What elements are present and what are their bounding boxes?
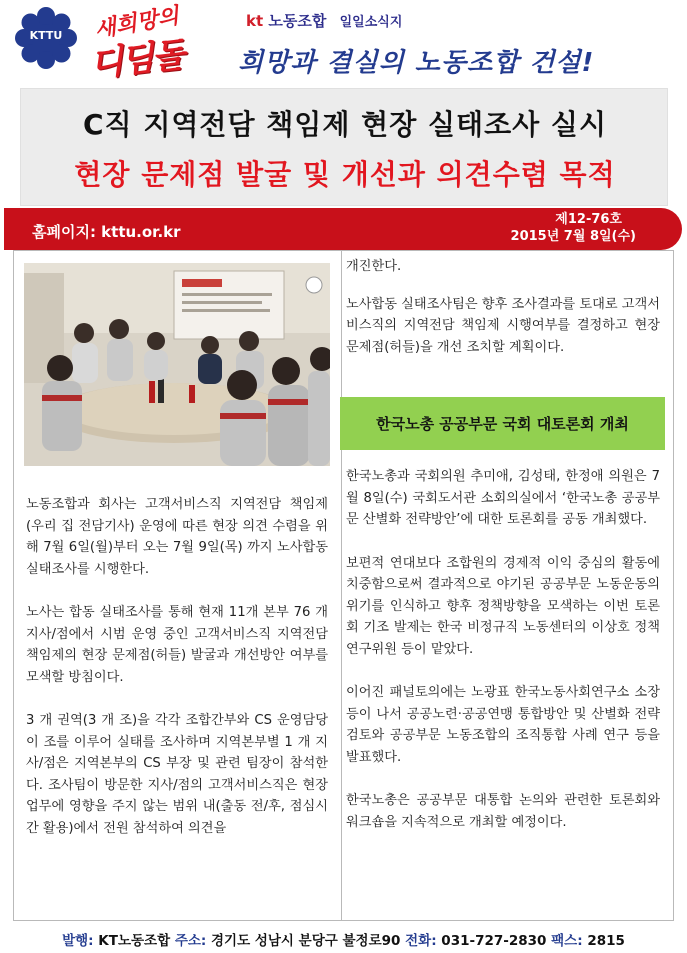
right-paragraph-2: 노사합동 실태조사팀은 향후 조사결과를 토대로 고객서비스직의 지역전담 책임제 시행여부를 결정하고 현장 문제점(허들)을 개선 조치할 계획이다.	[346, 296, 660, 355]
left-paragraph-1: 노동조합과 회사는 고객서비스직 지역전담 책임제(우리 집 전담기사) 운영에 따른 현장 의견 수렴을 위해 7월 6일(월)부터 오는 7월 9일(목) 까지 노사합동 실태조사를 시행한다.	[26, 497, 328, 577]
phone: 031-727-2830	[441, 933, 547, 949]
slogan-line1: 새희망의	[92, 2, 181, 44]
address-key: 주소:	[174, 933, 207, 949]
meeting-photo	[24, 263, 330, 466]
slogan-logo	[86, 2, 236, 85]
issue-info	[511, 211, 636, 245]
phone-key: 전화:	[405, 933, 437, 949]
issue-date: 2015년 7월 8일(수)	[510, 229, 636, 244]
fax-key: 팩스:	[551, 933, 583, 949]
brand	[246, 10, 402, 31]
left-paragraph-3: 3 개 권역(3 개 조)을 각각 조합간부와 CS 운영담당이 조를 이루어 실태를 조사하며 지역본부별 1 개 지사/점은 지역본부의 CS 부장 및 관련 팀장이 참석한다. 조사팀이 방문한 지사/점의 고객서비스직은 현장업무에 영향을 주지 않는 범위 내(출동 전/후, 점심시간 활용)에서 전원 참석하여 의견을	[26, 713, 328, 836]
slogan-line2: 디딤돌	[88, 35, 185, 85]
right-article-bottom	[346, 466, 660, 855]
headline-box	[20, 88, 668, 206]
brand-union: 노동조합	[268, 12, 327, 30]
left-paragraph-2: 노사는 합동 실태조사를 통해 현재 11개 본부 76 개 지사/점에서 시범 운영 중인 고객서비스직 지역전담 책임제의 현장 문제점(허들) 발굴과 개선방안 여부를 모색할 방침이다.	[26, 605, 328, 685]
info-bar	[4, 208, 682, 250]
brand-kt: kt	[246, 12, 264, 30]
motto: 희망과 결실의 노동조합 건설!	[238, 48, 595, 78]
left-article	[26, 494, 328, 861]
right-paragraph-1: 개진한다.	[346, 259, 402, 274]
headline-title: C직 지역전담 책임제 현장 실태조사 실시	[82, 108, 608, 141]
brand-sub: 일일소식지	[339, 15, 403, 30]
publisher-key: 발행:	[62, 933, 94, 949]
address: 경기도 성남시 분당구 불정로90	[211, 933, 401, 949]
fax: 2815	[587, 933, 625, 949]
publisher: KT노동조합	[98, 933, 171, 949]
right-paragraph-6: 한국노총은 공공부문 대통합 논의와 관련한 토론회와 워크숍을 지속적으로 개최할 예정이다.	[346, 793, 660, 830]
section-title: 한국노총 공공부문 국회 대토론회 개최	[376, 415, 629, 433]
headline-subtitle: 현장 문제점 발굴 및 개선과 의견수렴 목적	[74, 158, 616, 191]
section-title-box	[340, 397, 665, 450]
homepage-link[interactable]: 홈페이지: kttu.or.kr	[32, 223, 181, 241]
masthead	[0, 0, 687, 86]
issue-number: 제12-76호	[555, 212, 622, 227]
right-paragraph-4: 보편적 연대보다 조합원의 경제적 이익 중심의 활동에 치중함으로써 결과적으로 야기된 공공부문 노동운동의 위기를 인식하고 향후 정책방향을 모색하는 이번 토론회 기조 발제는 한국 비정규직 노동센터의 이상호 정책연구위원 등이 맡았다.	[346, 555, 660, 657]
right-paragraph-3: 한국노총과 국회의원 추미애, 김성태, 한정애 의원은 7월 8일(수) 국회도서관 소회의실에서 ‘한국노총 공공부문 산별화 전략방안’에 대한 토론회를 공동 개최했다.	[346, 469, 660, 527]
footer	[0, 929, 687, 949]
right-article-top	[346, 256, 660, 380]
emblem-label: KTTU	[29, 29, 63, 42]
right-paragraph-5: 이어진 패널토의에는 노광표 한국노동사회연구소 소장 등이 나서 공공노련·공공연맹 통합방안 및 산별화 전략 검토와 공공부문 노동조합의 조직통합 사례 연구 등을 발표했다.	[346, 685, 660, 765]
